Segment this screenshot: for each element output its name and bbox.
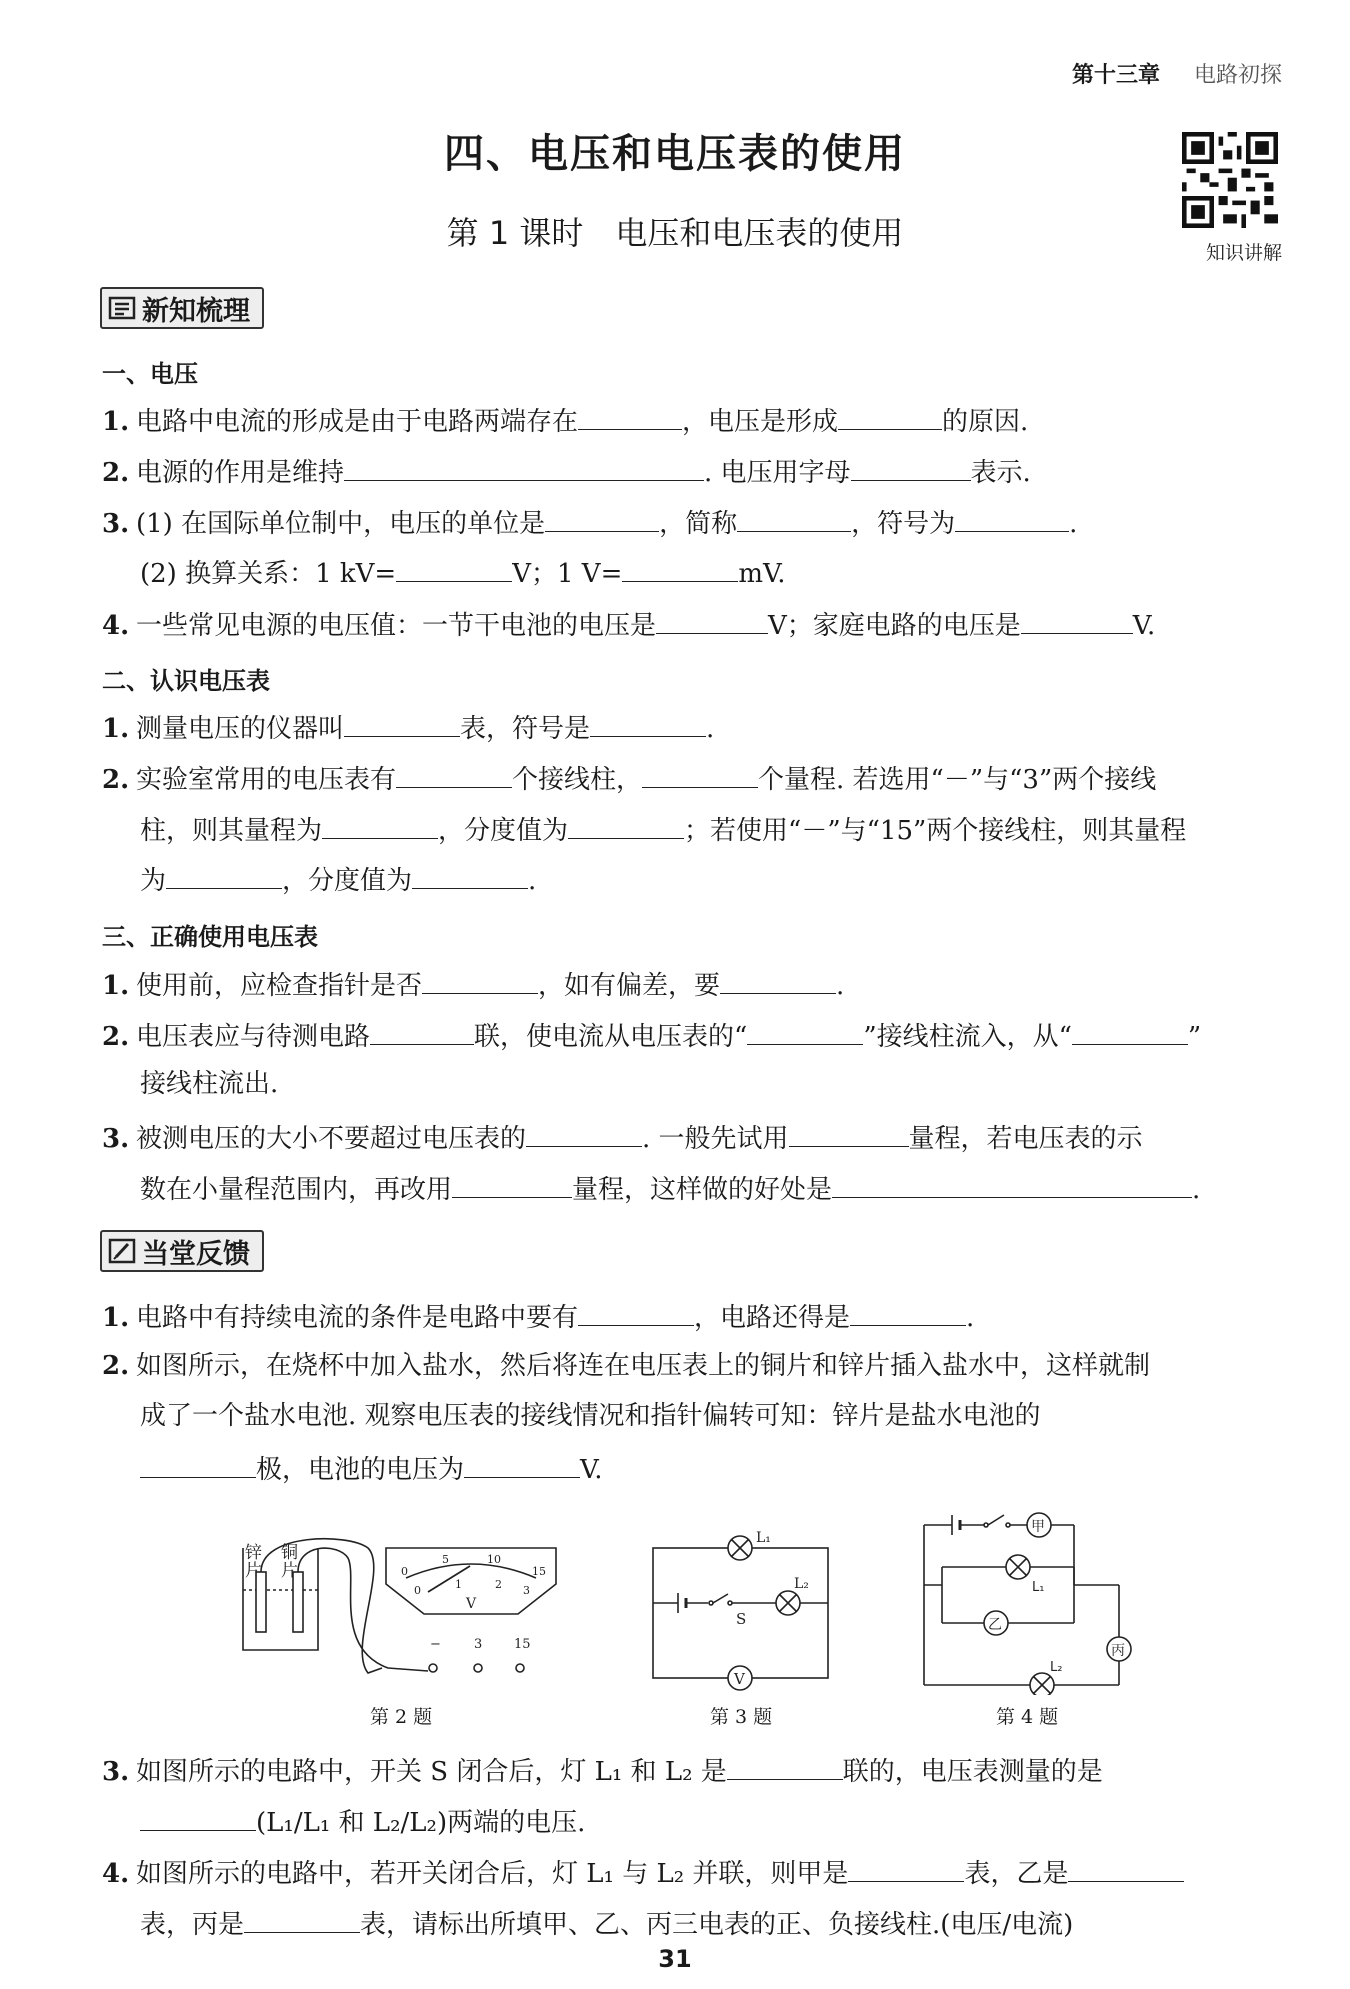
svg-text:1: 1 [455, 1578, 462, 1591]
answer-blank[interactable] [850, 1299, 966, 1326]
book-icon [108, 295, 136, 321]
question-2-2: 2. 实验室常用的电压表有 个接线柱， 个量程. 若选用“－”与“3”两个接线 [102, 761, 1156, 796]
answer-blank[interactable] [832, 1171, 1192, 1198]
answer-blank[interactable] [1072, 1018, 1188, 1045]
answer-blank[interactable] [789, 1120, 909, 1147]
section-title: 新知梳理 [142, 295, 250, 327]
feedback-2-cont2: 极，电池的电压为 V. [140, 1451, 603, 1486]
page-number: 31 [658, 1945, 692, 1973]
label-jia: 甲 [1031, 1519, 1045, 1535]
answer-blank[interactable] [140, 1451, 256, 1478]
label-L1: L₁ [756, 1530, 771, 1546]
question-3-3-cont: 数在小量程范围内，再改用 量程，这样做的好处是 . [140, 1171, 1200, 1206]
terminal-3[interactable] [474, 1664, 482, 1672]
copper-plate [293, 1572, 303, 1632]
figure-2-caption: 第 2 题 [370, 1706, 433, 1728]
question-3-2: 2. 电压表应与待测电路 联，使电流从电压表的“ ”接线柱流入，从“ ” [102, 1018, 1201, 1053]
switch-icon [713, 1594, 728, 1603]
answer-blank[interactable] [727, 1753, 843, 1780]
wire [261, 1539, 382, 1673]
answer-blank[interactable] [545, 505, 659, 532]
answer-blank[interactable] [955, 505, 1069, 532]
terminal-3-label: 3 [474, 1637, 483, 1652]
question-1-3-2: (2) 换算关系：1 kV= V；1 V= mV. [140, 555, 786, 590]
figure-4-diagram [914, 1505, 1144, 1695]
question-1-2: 2. 电源的作用是维持 . 电压用字母 表示. [102, 454, 1031, 489]
chapter-label: 第十三章 [1071, 63, 1160, 88]
answer-blank[interactable] [578, 403, 682, 430]
answer-blank[interactable] [838, 403, 942, 430]
answer-blank[interactable] [166, 862, 282, 889]
answer-blank[interactable] [422, 967, 538, 994]
copper-label: 铜 [281, 1543, 298, 1563]
terminal-15[interactable] [516, 1664, 524, 1672]
figure-3-diagram [648, 1528, 838, 1693]
question-1-4: 4. 一些常见电源的电压值：一节干电池的电压是 V；家庭电路的电压是 V. [102, 607, 1155, 642]
answer-blank[interactable] [737, 505, 851, 532]
page-title: 四、电压和电压表的使用 [444, 131, 906, 177]
question-2-2-cont: 柱，则其量程为 ，分度值为 ；若使用“－”与“15”两个接线柱，则其量程 [140, 812, 1186, 847]
terminal-minus[interactable] [429, 1664, 437, 1672]
voltmeter-needle [428, 1566, 470, 1592]
answer-blank[interactable] [464, 1451, 580, 1478]
label-L2: L₂ [794, 1576, 809, 1592]
feedback-4-cont: 表，丙是 表，请标出所填甲、乙、丙三电表的正、负接线柱.(电压/电流) [140, 1906, 1073, 1941]
answer-blank[interactable] [590, 710, 706, 737]
subsection-voltmeter: 二、认识电压表 [102, 667, 270, 695]
answer-blank[interactable] [452, 1171, 572, 1198]
copper-label-2: 片 [281, 1561, 298, 1581]
feedback-4: 4. 如图所示的电路中，若开关闭合后，灯 L₁ 与 L₂ 并联，则甲是 表，乙是 [102, 1855, 1184, 1890]
answer-blank[interactable] [1021, 607, 1133, 634]
terminal-15-label: 15 [514, 1637, 531, 1652]
answer-blank[interactable] [1068, 1855, 1184, 1882]
answer-blank[interactable] [642, 761, 758, 788]
label-yi: 乙 [988, 1617, 1002, 1633]
svg-text:5: 5 [442, 1553, 449, 1566]
answer-blank[interactable] [622, 555, 738, 582]
answer-blank[interactable] [720, 967, 836, 994]
section-feedback [100, 1230, 264, 1272]
figure-4-caption: 第 4 题 [996, 1706, 1059, 1728]
answer-blank[interactable] [344, 710, 460, 737]
answer-blank[interactable] [747, 1018, 863, 1045]
feedback-3: 3. 如图所示的电路中，开关 S 闭合后，灯 L₁ 和 L₂ 是 联的，电压表测量的是 [102, 1753, 1103, 1788]
feedback-2: 2. 如图所示，在烧杯中加入盐水，然后将连在电压表上的铜片和锌片插入盐水中，这样就制 [102, 1351, 1151, 1381]
answer-blank[interactable] [526, 1120, 642, 1147]
chapter-name: 电路初探 [1193, 63, 1282, 88]
svg-text:0: 0 [401, 1565, 408, 1578]
answer-blank[interactable] [396, 761, 512, 788]
lesson-subtitle: 第 1 课时 电压和电压表的使用 [446, 214, 904, 252]
question-3-2-cont: 接线柱流出. [140, 1069, 279, 1099]
zinc-label: 锌 [245, 1543, 262, 1563]
label-L2: L₂ [1050, 1660, 1063, 1675]
question-1-1: 1. 电路中电流的形成是由于电路两端存在 ，电压是形成 的原因. [102, 403, 1028, 438]
svg-text:3: 3 [523, 1584, 530, 1597]
svg-text:10: 10 [487, 1553, 501, 1566]
answer-blank[interactable] [322, 812, 438, 839]
answer-blank[interactable] [412, 862, 528, 889]
answer-blank[interactable] [396, 555, 512, 582]
answer-blank[interactable] [344, 454, 704, 481]
section-title: 当堂反馈 [142, 1238, 250, 1270]
voltmeter-scale [406, 1564, 536, 1578]
answer-blank[interactable] [244, 1906, 360, 1933]
figure-2-diagram [238, 1528, 578, 1688]
question-3-1: 1. 使用前，应检查指针是否 ，如有偏差，要 . [102, 967, 844, 1002]
svg-text:15: 15 [532, 1565, 546, 1578]
qr-caption: 知识讲解 [1205, 242, 1282, 264]
zinc-plate [256, 1572, 266, 1632]
answer-blank[interactable] [656, 607, 768, 634]
question-2-2-cont2: 为 ，分度值为 . [140, 862, 536, 897]
question-3-3: 3. 被测电压的大小不要超过电压表的 . 一般先试用 量程，若电压表的示 [102, 1120, 1143, 1155]
feedback-2-cont: 成了一个盐水电池. 观察电压表的接线情况和指针偏转可知：锌片是盐水电池的 [140, 1401, 1041, 1431]
pencil-icon [108, 1238, 136, 1264]
figure-3-caption: 第 3 题 [710, 1706, 773, 1728]
switch-icon [988, 1515, 1004, 1525]
answer-blank[interactable] [851, 454, 971, 481]
feedback-3-cont: (L₁/L₁ 和 L₂/L₂)两端的电压. [140, 1804, 585, 1839]
question-2-1: 1. 测量电压的仪器叫 表，符号是 . [102, 710, 714, 745]
answer-blank[interactable] [578, 1299, 694, 1326]
terminal-minus-label: − [430, 1637, 441, 1652]
answer-blank[interactable] [370, 1018, 474, 1045]
svg-text:2: 2 [495, 1578, 502, 1591]
answer-blank[interactable] [568, 812, 684, 839]
section-new-knowledge [100, 287, 264, 329]
subsection-voltage: 一、电压 [102, 360, 198, 388]
answer-blank[interactable] [848, 1855, 964, 1882]
switch-label: S [736, 1610, 747, 1628]
qr-code-icon[interactable] [1182, 132, 1278, 228]
zinc-label-2: 片 [245, 1561, 262, 1581]
voltmeter-unit: V [466, 1596, 477, 1612]
svg-text:0: 0 [414, 1584, 421, 1597]
label-L1: L₁ [1032, 1580, 1045, 1595]
question-1-3: 3. (1) 在国际单位制中，电压的单位是 ，简称 ，符号为 . [102, 505, 1077, 540]
label-bing: 丙 [1111, 1643, 1125, 1659]
feedback-1: 1. 电路中有持续电流的条件是电路中要有 ，电路还得是 . [102, 1299, 974, 1334]
answer-blank[interactable] [140, 1804, 256, 1831]
subsection-correct-use: 三、正确使用电压表 [102, 923, 318, 951]
voltmeter-label: V [734, 1670, 745, 1688]
